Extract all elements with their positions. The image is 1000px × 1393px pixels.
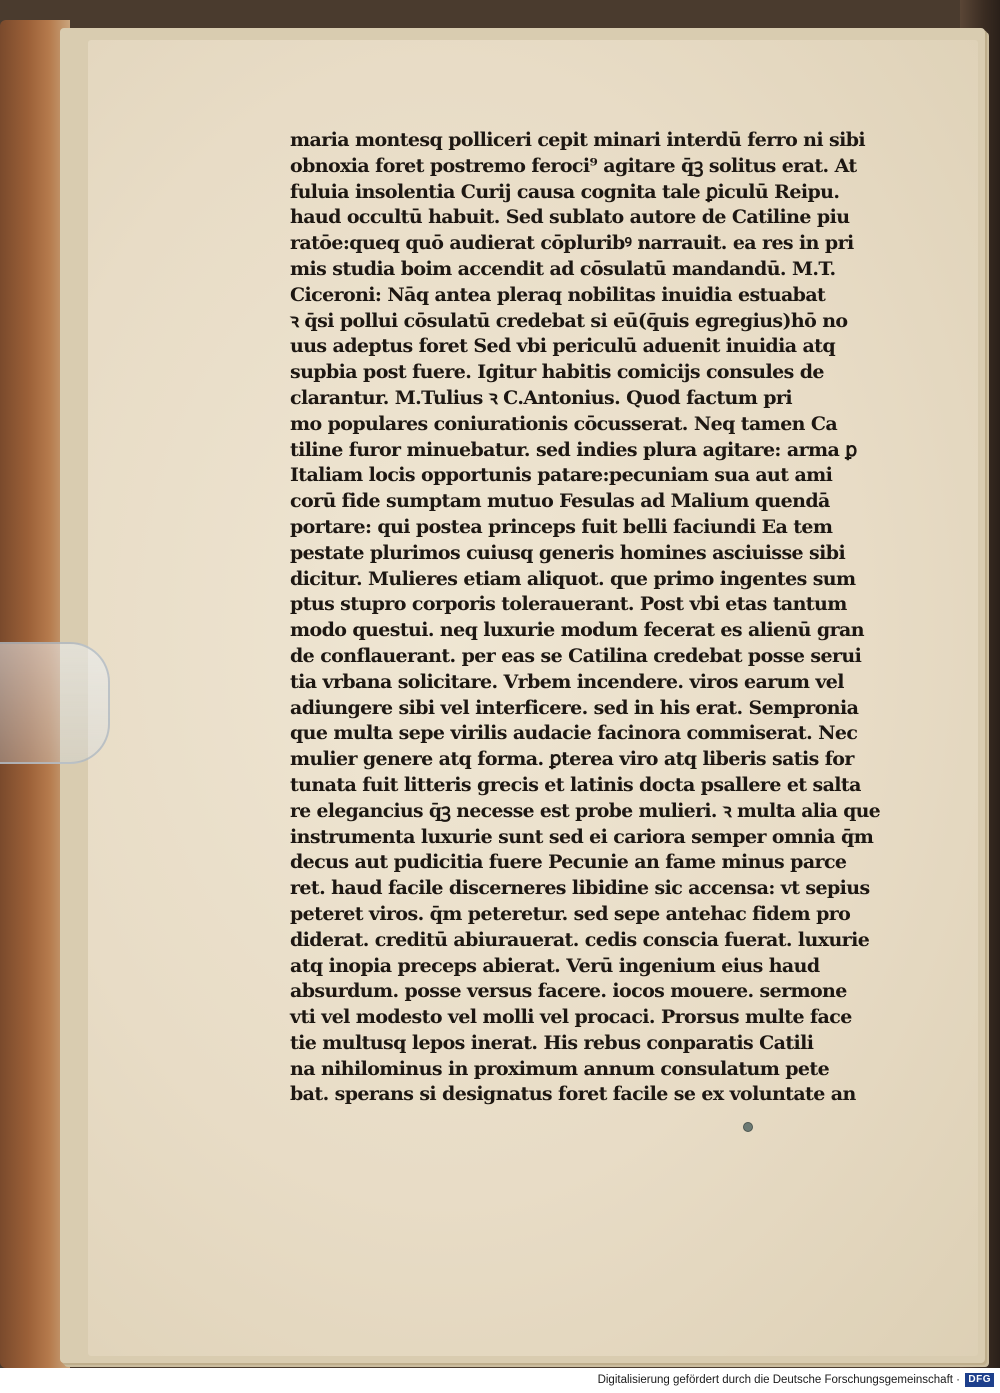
text-line: de conflauerant. per eas se Catilina credebat posse serui (290, 644, 862, 667)
text-line: diderat. creditū abiurauerat. cedis conscia fuerat. luxurie (290, 928, 870, 951)
text-line: obnoxia foret postremo feroci⁹ agitare q̄ꝫ solitus erat. At (290, 154, 857, 177)
text-line: vti vel modesto vel molli vel procaci. Prorsus multe face (290, 1006, 852, 1029)
text-line: supbia post fuere. Igitur habitis comicijs consules de (290, 361, 824, 384)
text-line: mo populares coniurationis cōcusserat. Neq tamen Ca (290, 412, 838, 435)
text-line: portare: qui postea princeps fuit belli faciundi Ea tem (290, 515, 833, 538)
text-line: peteret viros. q̄m peteretur. sed sepe antehac fidem pro (290, 902, 851, 925)
text-line: absurdum. posse versus facere. iocos mouere. sermone (290, 980, 847, 1003)
text-line: pestate plurimos cuiusq generis homines asciuisse sibi (290, 541, 846, 564)
text-line: fuluia insolentia Curij causa cognita tale ꝑiculū Reipu. (290, 180, 840, 203)
funding-credit: Digitalisierung gefördert durch die Deutsche Forschungsgemeinschaft · (597, 1374, 960, 1386)
incunabula-text-block (290, 128, 880, 1108)
text-line: modo questui. neq luxurie modum fecerat es alienū gran (290, 619, 864, 642)
text-line: bat. sperans si designatus foret facile se ex voluntate an (290, 1083, 856, 1106)
page-clip-holder (0, 642, 110, 764)
text-line: decus aut pudicitia fuere Pecunie an fame minus parce (290, 851, 847, 874)
text-line: maria montesq polliceri cepit minari interdū ferro ni sibi (290, 129, 866, 151)
text-line: instrumenta luxurie sunt sed ei cariora semper omnia q̄m (290, 825, 874, 848)
text-line: que multa sepe virilis audacie facinora commiserat. Nec (290, 722, 858, 745)
text-line: ret. haud facile discerneres libidine sic accensa: vt sepius (290, 877, 870, 900)
text-line: atq inopia preceps abierat. Verū ingenium eius haud (290, 954, 820, 977)
text-line: tiline furor minuebatur. sed indies plura agitare: arma ꝑ (290, 438, 857, 461)
text-line: Italiam locis opportunis patare:pecuniam sua aut ami (290, 464, 833, 487)
text-line: re elegancius q̄ꝫ necesse est probe mulieri. ꝛ multa alia que (290, 799, 881, 822)
text-line: mis studia boim accendit ad cōsulatū mandandū. M.T. (290, 257, 836, 280)
text-line: haud occultū habuit. Sed sublato autore de Catiline piu (290, 206, 850, 229)
digitization-footer (0, 1368, 1000, 1393)
text-line: na nihilominus in proximum annum consulatum pete (290, 1057, 830, 1080)
text-line: tunata fuit litteris grecis et latinis docta psallere et salta (290, 773, 861, 796)
text-line: ratōe:queq quō audierat cōpluribꝰ narrauit. ea res in pri (290, 232, 854, 255)
text-line: tia vrbana solicitare. Vrbem incendere. viros earum vel (290, 670, 844, 693)
text-line: Ciceroni: Nāq antea pleraq nobilitas inuidia estuabat (290, 283, 826, 306)
text-line: clarantur. M.Tulius ꝛ C.Antonius. Quod factum pri (290, 386, 792, 409)
text-line: corū fide sumptam mutuo Fesulas ad Malium quendā (290, 490, 830, 513)
text-line: mulier genere atq forma. ꝑterea viro atq liberis satis for (290, 748, 854, 771)
text-line: dicitur. Mulieres etiam aliquot. que primo ingentes sum (290, 567, 856, 590)
text-line: adiungere sibi vel interficere. sed in his erat. Sempronia (290, 696, 859, 719)
dfg-logo: DFG (965, 1373, 994, 1387)
text-line: ꝛ q̄si pollui cōsulatū credebat si eū(q̄uis egregius)hō no (290, 309, 848, 332)
page-mark-dot (743, 1122, 753, 1132)
text-line: uus adeptus foret Sed vbi periculū aduenit inuidia atq (290, 335, 836, 358)
text-line: ptus stupro corporis tolerauerant. Post vbi etas tantum (290, 593, 847, 616)
text-line: tie multusq lepos inerat. His rebus conparatis Catili (290, 1031, 814, 1054)
